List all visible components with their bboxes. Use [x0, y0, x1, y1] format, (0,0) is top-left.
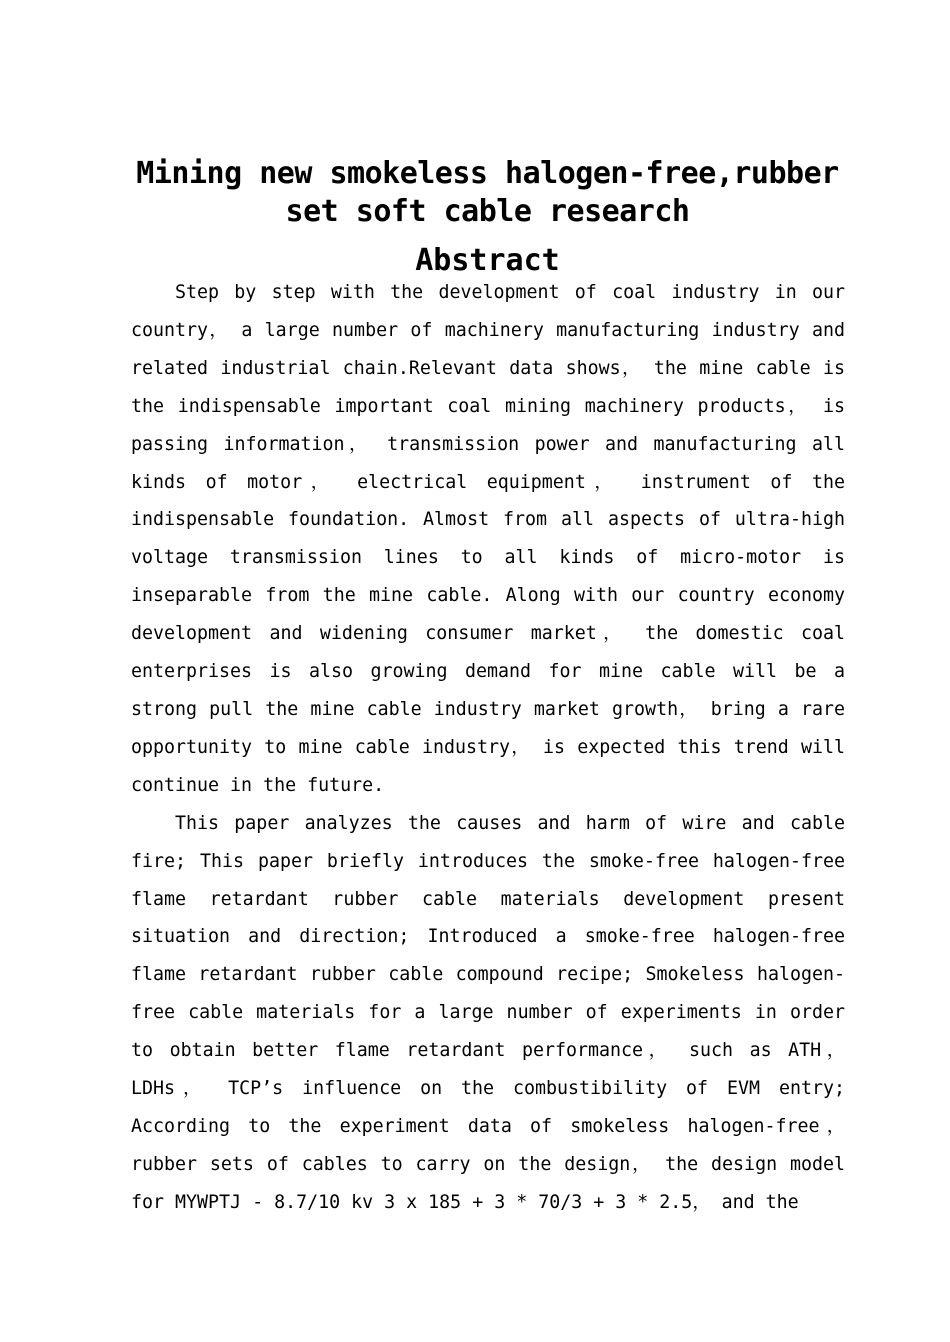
abstract-body	[131, 274, 845, 1222]
abstract-heading: Abstract	[415, 243, 560, 278]
abstract-paragraph-1: Step by step with the development of coal industry in our country， a large number of machinery manufacturing industry and related industrial chain.Relevant data shows， the mine cable is the indispensable important coal mining machinery products， is passing information， transmission power and manufacturing all kinds of motor， electrical equipment， instrument of the indispensable foundation. Almost from all aspects of ultra-high voltage transmission lines to all kinds of micro-motor is inseparable from the mine cable. Along with our country economy development and widening consumer market， the domestic coal enterprises is also growing demand for mine cable will be a strong pull the mine cable industry market growth， bring a rare opportunity to mine cable industry， is expected this trend will continue in the future.	[131, 282, 845, 796]
document-title: Mining new smokeless halogen-free,rubber set soft cable research	[136, 156, 839, 229]
abstract-paragraph-2: This paper analyzes the causes and harm of wire and cable fire; This paper briefly introduces the smoke-free halogen-free flame retardant rubber cable materials development present situation and direction; Introduced a smoke-free halogen-free flame retardant rubber cable compound recipe; Smokeless halogen-free cable materials for a large number of experiments in order to obtain better flame retardant performance， such as ATH， LDHs， TCP’s influence on the combustibility of EVM entry; According to the experiment data of smokeless halogen-free， rubber sets of cables to carry on the design， the design model for MYWPTJ - 8.7/10 kv 3 x 185 + 3 * 70/3 + 3 * 2.5， and the	[131, 812, 845, 1213]
